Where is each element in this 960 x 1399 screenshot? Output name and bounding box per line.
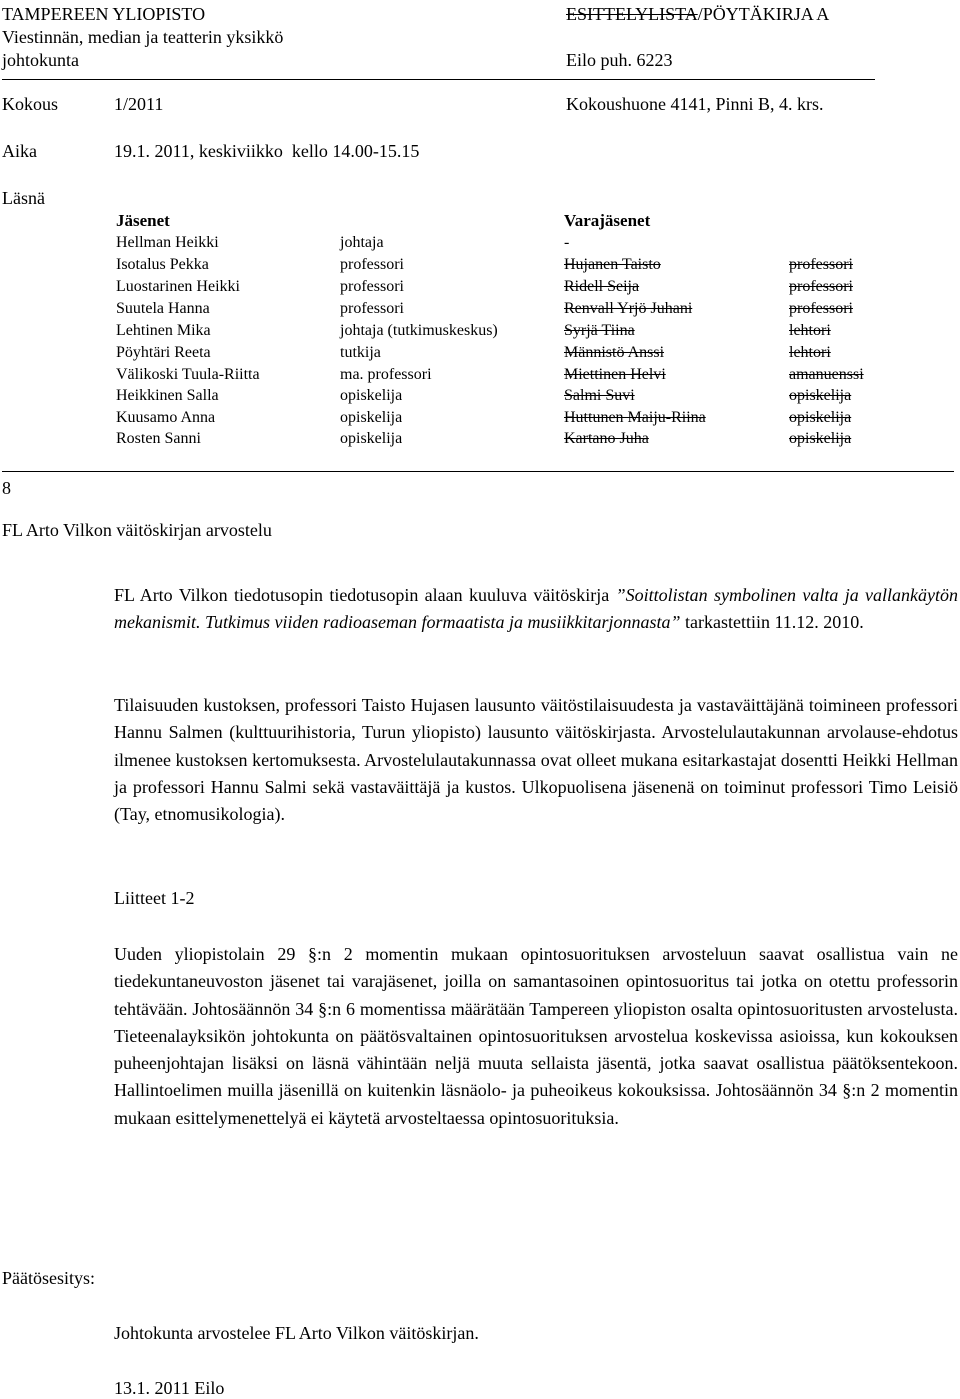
signature-date: 13.1. 2011 Eilo: [114, 1378, 225, 1398]
member-name: Hellman Heikki: [116, 234, 219, 251]
deputy-name: Miettinen Helvi: [564, 366, 666, 383]
deputy-name: Hujanen Taisto: [564, 256, 661, 273]
deputy-role: lehtori: [789, 322, 831, 339]
table-row: [116, 254, 876, 275]
member-role: johtaja (tutkimuskeskus): [340, 322, 498, 339]
deputy-role: opiskelija: [789, 409, 852, 426]
header-divider: [2, 79, 875, 80]
member-name: Kuusamo Anna: [116, 409, 216, 426]
member-role: tutkija: [340, 344, 381, 361]
table-row: [116, 320, 876, 341]
deputy-name: Salmi Suvi: [564, 387, 635, 404]
paragraph-statements: Tilaisuuden kustoksen, professori Taisto Hujasen lausunto väitöstilaisuudesta ja vastaväittäjänä toimineen professori Hannu Salmen (kulttuurihistoria, Turun yliopisto) lausunto väitöskirjasta. Arvostelulautakunnan arvolause-ehdotus ilmenee kustoksen kertomuksesta. Arvostelulautakunnassa ovat olleet mukana esitarkastajat dosentti Heikki Hellman ja professori Hannu Salmi sekä vastaväittäjä ja kustos. Ulkopuolisena jäsenenä on toiminut professori Timo Leisiö (Tay, etnomusikologia).: [114, 695, 958, 825]
section-divider: [2, 471, 954, 472]
board-name: johtokunta: [2, 50, 79, 70]
deputy-role: opiskelija: [789, 430, 852, 447]
deputy-role: professori: [789, 278, 853, 295]
deputy-role: professori: [789, 300, 853, 317]
deputy-role: opiskelija: [789, 387, 852, 404]
deputy-role: lehtori: [789, 344, 831, 361]
member-role: opiskelija: [340, 430, 403, 447]
contact-info: Eilo puh. 6223: [566, 50, 673, 70]
member-role: opiskelija: [340, 409, 403, 426]
table-row: [116, 276, 876, 297]
deputy-role: professori: [789, 256, 853, 273]
university-name: TAMPEREEN YLIOPISTO: [2, 4, 206, 24]
member-name: Lehtinen Mika: [116, 322, 211, 339]
kokous-label: Kokous: [2, 94, 59, 114]
member-name: Heikkinen Salla: [116, 387, 219, 404]
member-role: professori: [340, 278, 404, 295]
member-name: Rosten Sanni: [116, 430, 201, 447]
member-name: Pöyhtäri Reeta: [116, 344, 211, 361]
paragraph-regulations: Uuden yliopistolain 29 §:n 2 momentin mukaan opintosuorituksen arvosteluun saavat osallistua vain ne tiedekuntaneuvoston jäsenet tai varajäsenet, joilla on samantasoinen opintosuoritus tai jotka on otettu professorin tehtävään. Johtosäännön 34 §:n 6 momentissa määrätään Tampereen yliopiston osalta opintosuoritusten arvostelusta. Tieteenalayksikön johtokunta on päätösvaltainen opintosuorituksen arvostelua koskevissa asioissa, kun kokouksen puheenjohtajan lisäksi on läsnä vähintään neljä muuta sellaista jäsentä, jotka saavat osallistua päätöksentekoon. Hallintoelimen muilla jäsenillä on kuitenkin läsnäolo- ja puheoikeus kokouksissa. Johtosäännön 34 §:n 2 momentin mukaan esittelymenettelyä ei käytetä arvosteltaessa opintosuorituksia.: [114, 944, 958, 1128]
table-row: [116, 298, 876, 319]
item-number: 8: [2, 478, 11, 498]
dissertation-title: ”Soittolistan symbolinen valta ja vallankäytön mekanismit. Tutkimus viiden radioaseman formaatista ja musiikkitarjonnasta”: [114, 585, 959, 633]
lasna-label: Läsnä: [2, 188, 45, 208]
table-row: [116, 232, 876, 253]
unit-name: Viestinnän, median ja teatterin yksikkö: [2, 27, 284, 47]
deputy-name: Renvall Yrjö Juhani: [564, 300, 693, 317]
meeting-room: Kokoushuone 4141, Pinni B, 4. krs.: [566, 94, 824, 114]
member-name: Suutela Hanna: [116, 300, 210, 317]
aika-label: Aika: [2, 141, 37, 161]
paragraph-dissertation: [114, 582, 958, 637]
proposal-label: Päätösesitys:: [2, 1268, 95, 1288]
table-row: [116, 385, 876, 406]
member-role: johtaja: [340, 234, 384, 251]
deputy-role: amanuenssi: [789, 366, 864, 383]
paragraph-dissertation-intro: FL Arto Vilkon tiedotusopin tiedotusopin alaan kuuluva väitöskirja: [114, 585, 616, 605]
deputy-name: Syrjä Tiina: [564, 322, 635, 339]
document-type: [566, 3, 829, 25]
member-role: professori: [340, 300, 404, 317]
item-title: FL Arto Vilkon väitöskirjan arvostelu: [2, 520, 272, 540]
deputy-name: Huttunen Maiju-Riina: [564, 409, 706, 426]
table-row: [116, 364, 876, 385]
table-row: [116, 428, 876, 449]
deputy-name: Kartano Juha: [564, 430, 649, 447]
proposal-text: Johtokunta arvostelee FL Arto Vilkon väitöskirjan.: [114, 1323, 479, 1343]
member-name: Luostarinen Heikki: [116, 278, 240, 295]
document-type-rest: /PÖYTÄKIRJA A: [697, 4, 830, 24]
attachments-label: Liitteet 1-2: [114, 888, 195, 908]
table-row: [116, 407, 876, 428]
member-role: professori: [340, 256, 404, 273]
paragraph-dissertation-end: tarkastettiin 11.12. 2010.: [680, 612, 864, 633]
deputy-name: Männistö Anssi: [564, 344, 665, 361]
member-name: Isotalus Pekka: [116, 256, 209, 273]
document-type-struck: ESITTELYLISTA: [566, 4, 698, 24]
kokous-value: 1/2011: [114, 94, 164, 114]
member-role: opiskelija: [340, 387, 403, 404]
deputy-name: Ridell Seija: [564, 278, 640, 295]
table-row: [116, 342, 876, 363]
deputies-header: Varajäsenet: [564, 211, 651, 230]
member-role: ma. professori: [340, 366, 432, 383]
aika-value: 19.1. 2011, keskiviikko kello 14.00-15.15: [114, 141, 420, 161]
deputy-name: -: [564, 234, 570, 251]
members-header: Jäsenet: [116, 211, 170, 230]
member-name: Välikoski Tuula-Riitta: [116, 366, 260, 383]
